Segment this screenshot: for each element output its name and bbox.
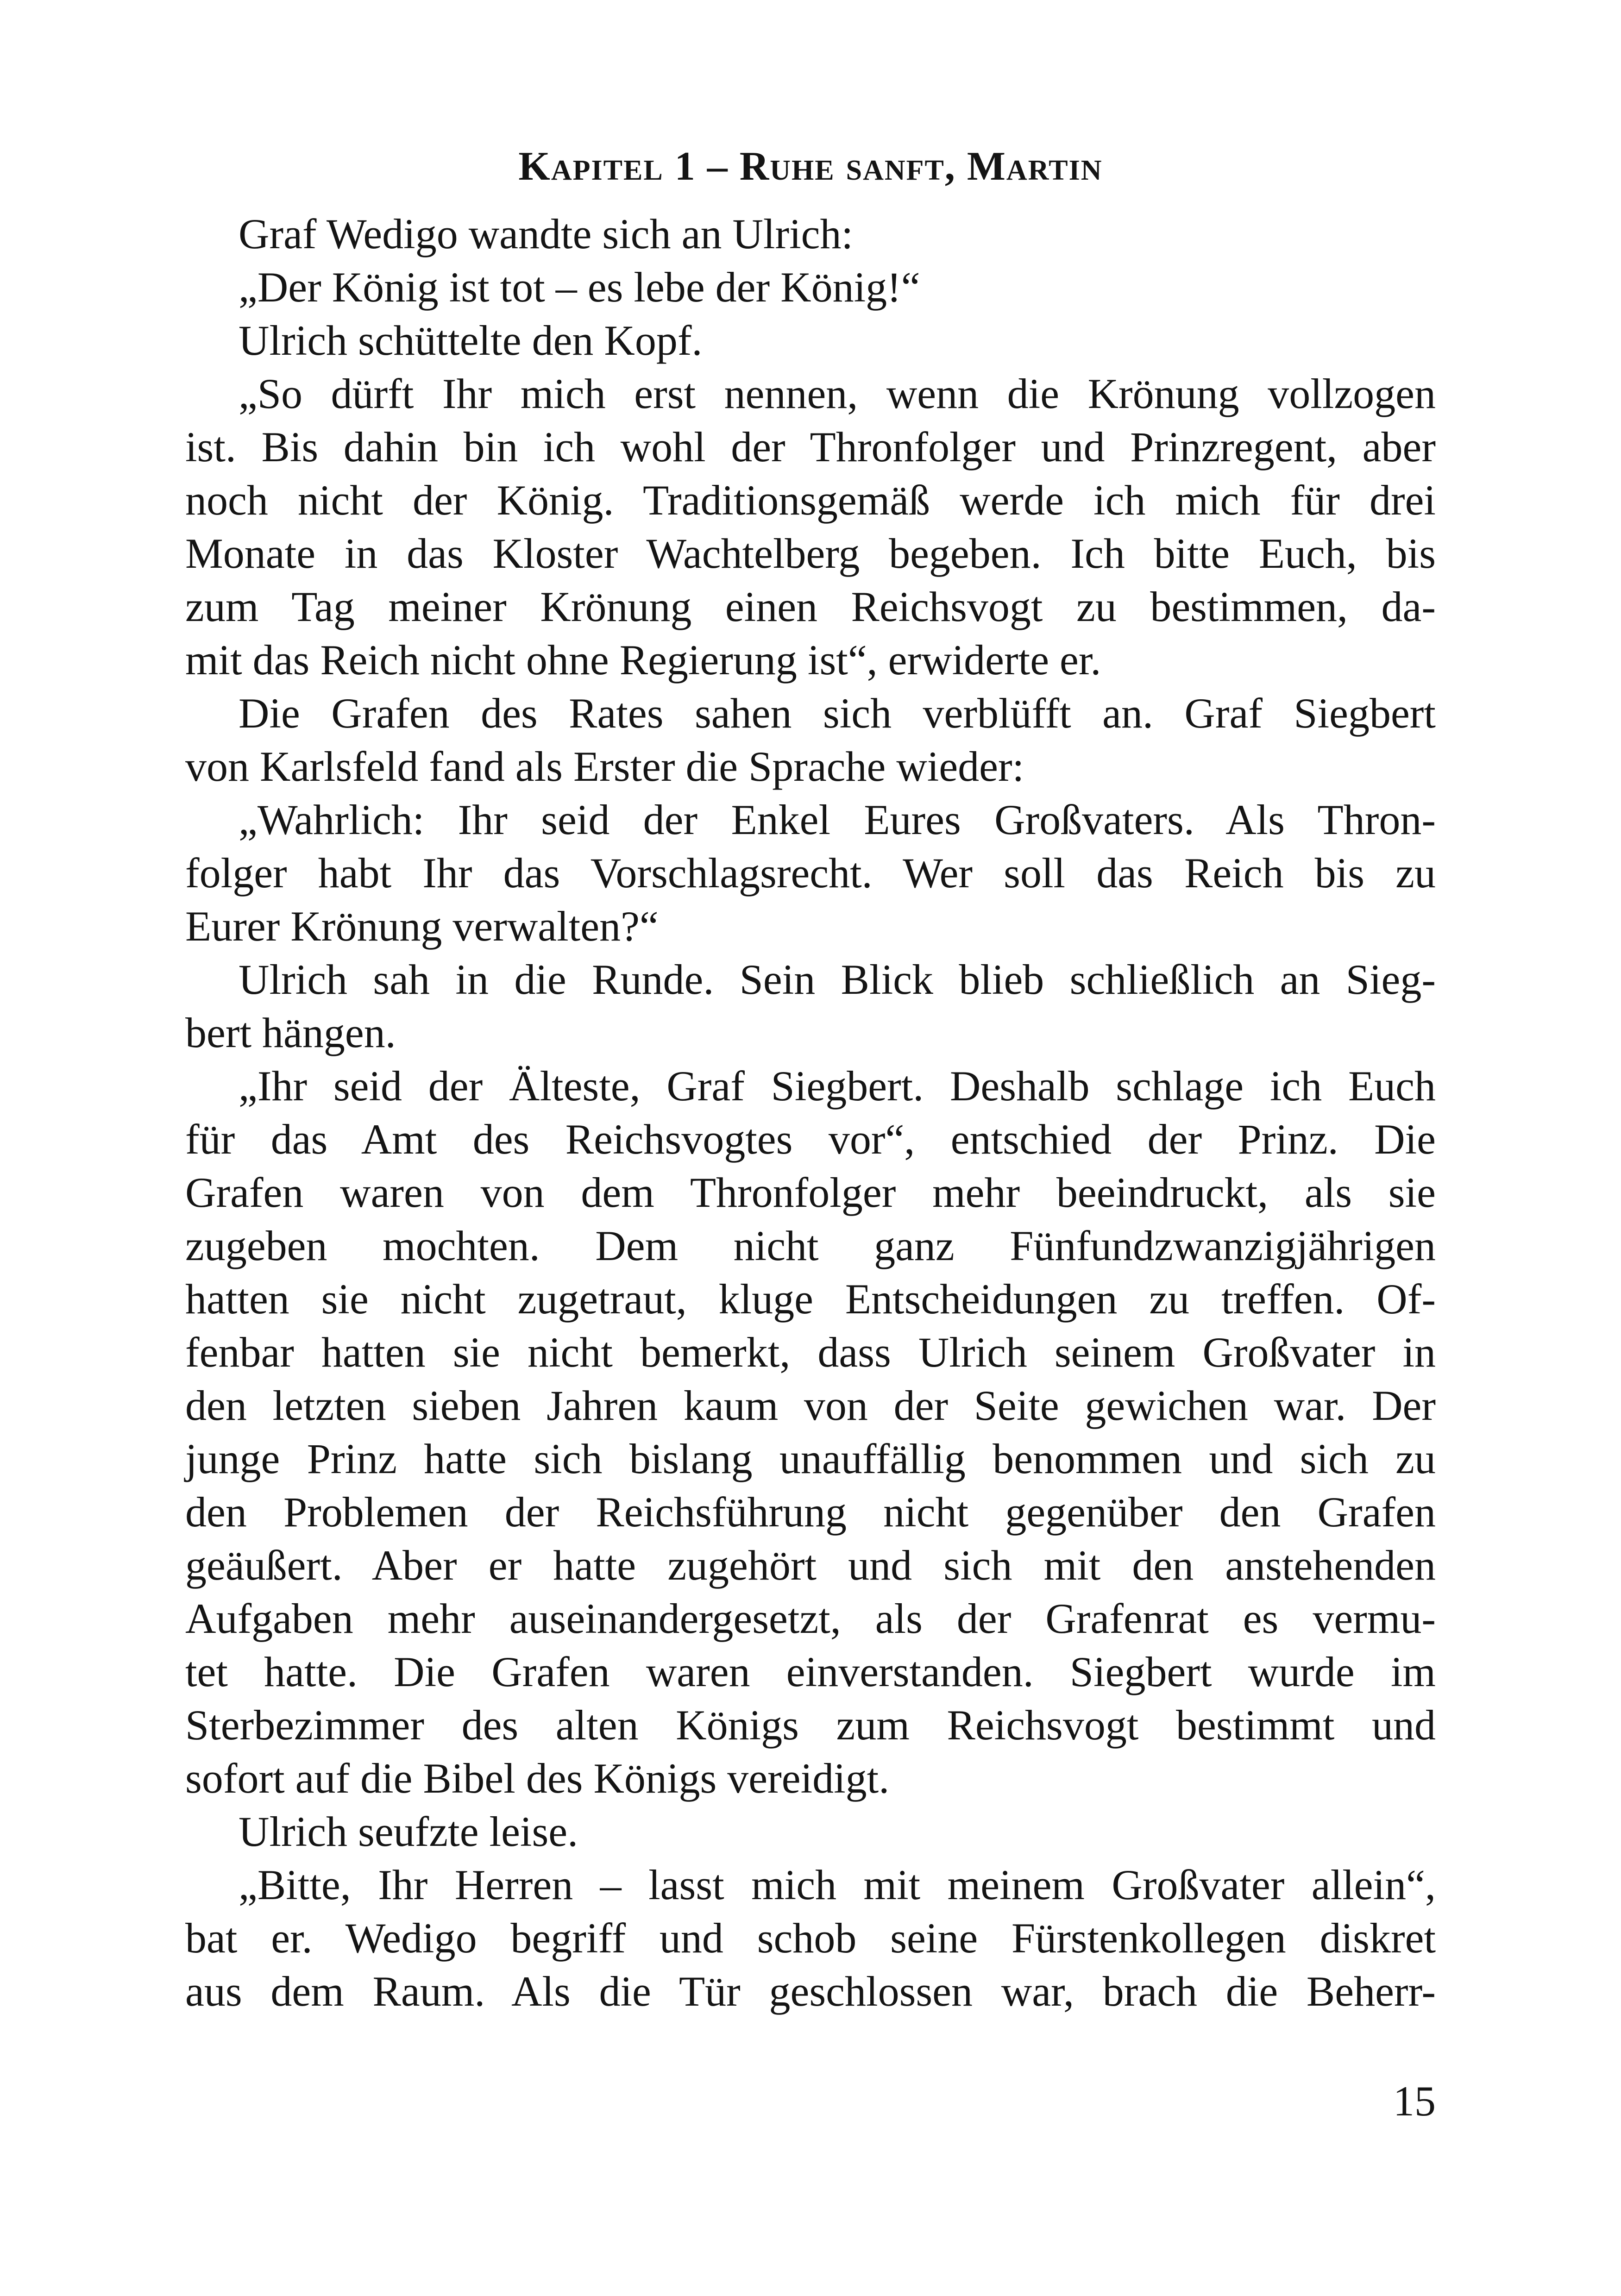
text-line: Eurer Krönung verwalten?“ xyxy=(185,903,659,950)
text-line: mit das Reich nicht ohne Regierung ist“, erwiderte er. xyxy=(185,636,1101,684)
text-line: Ulrich sah in die Runde. Sein Blick blieb schließlich an Sieg- xyxy=(239,956,1436,1003)
page-number: 15 xyxy=(1393,2077,1436,2125)
text-line: bert hängen. xyxy=(185,1009,396,1056)
text-line: aus dem Raum. Als die Tür geschlossen war, brach die Beherr- xyxy=(185,1968,1436,2015)
text-line: geäußert. Aber er hatte zugehört und sich mit den anstehenden xyxy=(185,1542,1436,1589)
body-text xyxy=(185,207,1436,2018)
text-line: „Der König ist tot – es lebe der König!“ xyxy=(239,263,920,311)
text-line: zum Tag meiner Krönung einen Reichsvogt zu bestimmen, da- xyxy=(185,583,1436,630)
text-line: bat er. Wedigo begriff und schob seine Fürstenkollegen diskret xyxy=(185,1914,1436,1962)
text-line: fenbar hatten sie nicht bemerkt, dass Ulrich seinem Großvater in xyxy=(185,1329,1436,1376)
text-line: „Wahrlich: Ihr seid der Enkel Eures Großvaters. Als Thron- xyxy=(239,796,1436,843)
text-line: Ulrich seufzte leise. xyxy=(239,1808,578,1855)
text-line: junge Prinz hatte sich bislang unauffällig benommen und sich zu xyxy=(185,1435,1436,1482)
chapter-heading: Kapitel 1 – Ruhe sanft, Martin xyxy=(518,144,1103,189)
text-line: Die Grafen des Rates sahen sich verblüfft an. Graf Siegbert xyxy=(239,690,1436,737)
text-line: noch nicht der König. Traditionsgemäß werde ich mich für drei xyxy=(185,477,1436,524)
text-line: tet hatte. Die Grafen waren einverstanden. Siegbert wurde im xyxy=(185,1648,1436,1695)
text-line: Ulrich schüttelte den Kopf. xyxy=(239,317,703,364)
text-line: Graf Wedigo wandte sich an Ulrich: xyxy=(239,210,854,257)
text-line: Monate in das Kloster Wachtelberg begeben. Ich bitte Euch, bis xyxy=(185,530,1436,577)
text-line: den letzten sieben Jahren kaum von der Seite gewichen war. Der xyxy=(185,1382,1436,1429)
text-line: Grafen waren von dem Thronfolger mehr beeindruckt, als sie xyxy=(185,1169,1436,1216)
text-line: für das Amt des Reichsvogtes vor“, entschied der Prinz. Die xyxy=(185,1116,1436,1163)
text-line: „Ihr seid der Älteste, Graf Siegbert. Deshalb schlage ich Euch xyxy=(239,1062,1436,1110)
text-line: folger habt Ihr das Vorschlagsrecht. Wer soll das Reich bis zu xyxy=(185,849,1436,897)
text-line: „So dürft Ihr mich erst nennen, wenn die Krönung vollzogen xyxy=(239,370,1436,417)
text-line: Sterbezimmer des alten Königs zum Reichsvogt bestimmt und xyxy=(185,1701,1436,1749)
text-line: sofort auf die Bibel des Königs vereidigt. xyxy=(185,1755,890,1802)
text-line: hatten sie nicht zugetraut, kluge Entscheidungen zu treffen. Of- xyxy=(185,1275,1436,1323)
text-line: zugeben mochten. Dem nicht ganz Fünfundzwanzigjährigen xyxy=(185,1222,1436,1269)
text-line: den Problemen der Reichsführung nicht gegenüber den Grafen xyxy=(185,1488,1436,1536)
text-line: Aufgaben mehr auseinandergesetzt, als der Grafenrat es vermu- xyxy=(185,1595,1436,1642)
text-line: „Bitte, Ihr Herren – lasst mich mit meinem Großvater allein“, xyxy=(239,1861,1436,1908)
text-line: von Karlsfeld fand als Erster die Sprache wieder: xyxy=(185,743,1024,790)
text-line: ist. Bis dahin bin ich wohl der Thronfolger und Prinzregent, aber xyxy=(185,423,1436,470)
